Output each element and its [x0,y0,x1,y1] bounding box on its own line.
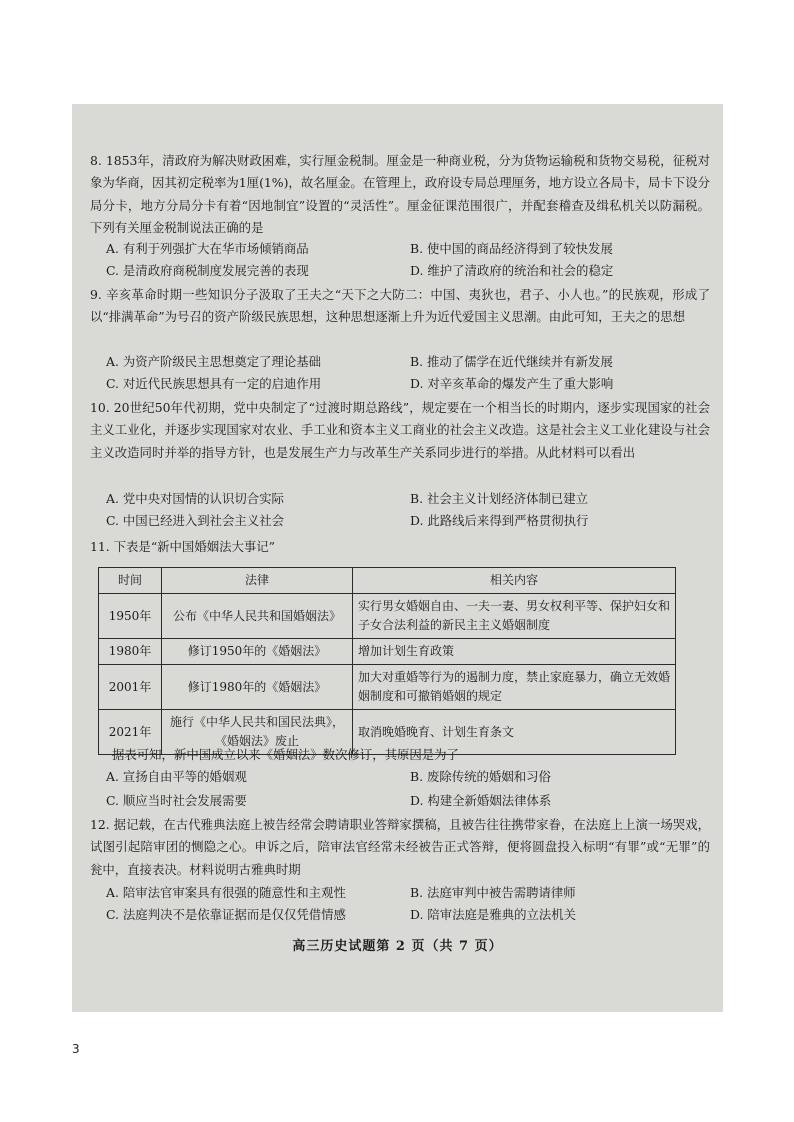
q11-option-a: A. 宣扬自由平等的婚姻观 [106,769,247,784]
q10-option-a: A. 党中央对国情的认识切合实际 [106,491,284,506]
q10-option-d: D. 此路线后来得到严格贯彻执行 [410,513,589,528]
q8-options-row1 [106,238,706,260]
q9-option-a: A. 为资产阶级民主思想奠定了理论基础 [106,354,322,369]
q8-option-d: D. 维护了清政府的统治和社会的稳定 [410,263,614,278]
table-cell-year: 2021年 [99,710,162,755]
q11-option-d: D. 构建全新婚姻法律体系 [410,793,552,808]
table-cell-year: 1980年 [99,639,162,665]
q9-options-row1 [106,351,706,373]
q12-options-row1 [106,882,706,904]
q10-options-row2 [106,510,706,532]
q8-options-row2 [106,260,706,282]
table-cell-content: 增加计划生育政策 [353,639,676,665]
q12-option-c: C. 法庭判决不是依靠证据而是仅仅凭借情感 [106,907,346,922]
q11-question: 据表可知，新中国成立以来《婚姻法》数次修订，其原因是为了 [112,747,459,762]
q10-stem: 10. 20世纪50年代初期，党中央制定了“过渡时期总路线”，规定要在一个相当长的时期内，逐步实现国家的社会主义工业化，并逐步实现国家对农业、手工业和资本主义工商业的社会主义改造。这是社会主义工业化建设与社会主义改造同时并举的指导方针，也是发展生产力与改革生产关系同步进行的举措。从此材料可以看出 [90,400,710,460]
q10-option-c: C. 中国已经进入到社会主义社会 [106,513,284,528]
q12-options-row2 [106,904,706,926]
table-header-content: 相关内容 [353,568,676,594]
exam-sheet [72,104,723,1012]
q9-options-row2 [106,373,706,395]
table-header-law: 法律 [162,568,353,594]
table-row [99,594,676,639]
q10-options-row1 [106,488,706,510]
q11-option-c: C. 顺应当时社会发展需要 [106,793,247,808]
q12-option-a: A. 陪审法官审案具有很强的随意性和主观性 [106,885,346,900]
exam-photo [72,104,723,1012]
table-cell-law: 修订1980年的《婚姻法》 [162,665,353,710]
q12-stem: 12. 据记载，在古代雅典法庭上被告经常会聘请职业答辩家撰稿，且被告往往携带家眷，在法庭上上演一场哭戏，试图引起陪审团的恻隐之心。申诉之后，陪审法官经常未经被告正式答辩，便将圆盘投入标明“有罪”或“无罪”的瓮中，直接表决。材料说明古雅典时期 [90,817,710,877]
q8-option-b: B. 使中国的商品经济得到了较快发展 [410,241,613,256]
q9-option-c: C. 对近代民族思想具有一定的启迪作用 [106,376,322,391]
marriage-law-table [98,567,676,755]
q9-option-b: B. 推动了儒学在近代继续并有新发展 [410,354,613,369]
q9-stem: 9. 辛亥革命时期一些知识分子汲取了王夫之“天下之大防二：中国、夷狄也，君子、小人也。”的民族观，形成了以“排满革命”为号召的资产阶级民族思想，这种思想逐渐上升为近代爱国主义思潮。由此可知，王夫之的思想 [90,287,710,325]
q8-option-c: C. 是清政府商税制度发展完善的表现 [106,263,309,278]
q8-option-a: A. 有利于列强扩大在华市场倾销商品 [106,241,309,256]
table-cell-year: 2001年 [99,665,162,710]
table-header-row [99,568,676,594]
page-footer: 高三历史试题第 2 页（共 7 页） [292,939,503,954]
q11-options-row1 [106,766,706,788]
q12-option-b: B. 法庭审判中被告需聘请律师 [410,885,576,900]
table-cell-law: 施行《中华人民共和国民法典》，《婚姻法》废止 [162,710,353,755]
table-cell-year: 1950年 [99,594,162,639]
table-cell-content: 加大对重婚等行为的遏制力度，禁止家庭暴力，确立无效婚姻制度和可撤销婚姻的规定 [353,665,676,710]
q11-stem: 11. 下表是“新中国婚姻法大事记” [90,539,276,554]
q12-option-d: D. 陪审法庭是雅典的立法机关 [410,907,577,922]
q10-option-b: B. 社会主义计划经济体制已建立 [410,491,589,506]
q9-option-d: D. 对辛亥革命的爆发产生了重大影响 [410,376,614,391]
q8-stem: 8. 1853年，清政府为解决财政困难，实行厘金税制。厘金是一种商业税，分为货物运输税和货物交易税，征税对象为华商，因其初定税率为1厘(1%)，故名厘金。在管理上，政府设专局总理厘务，地方设立各局卡，局卡下设分局分卡，地方分局分卡有着“因地制宜”设置的“灵活性”。厘金征课范围很广，并配套稽查及缉私机关以防漏税。下列有关厘金税制说法正确的是 [90,153,710,236]
table-row [99,665,676,710]
table-cell-law: 公布《中华人民共和国婚姻法》 [162,594,353,639]
table-row [99,639,676,665]
page-number: 3 [72,1042,80,1056]
table-header-time: 时间 [99,568,162,594]
table-cell-content: 取消晚婚晚育、计划生育条文 [353,710,676,755]
table-cell-law: 修订1950年的《婚姻法》 [162,639,353,665]
table-cell-content: 实行男女婚姻自由、一夫一妻、男女权利平等、保护妇女和子女合法利益的新民主主义婚姻制度 [353,594,676,639]
q11-option-b: B. 废除传统的婚姻和习俗 [410,769,551,784]
q11-options-row2 [106,790,706,812]
